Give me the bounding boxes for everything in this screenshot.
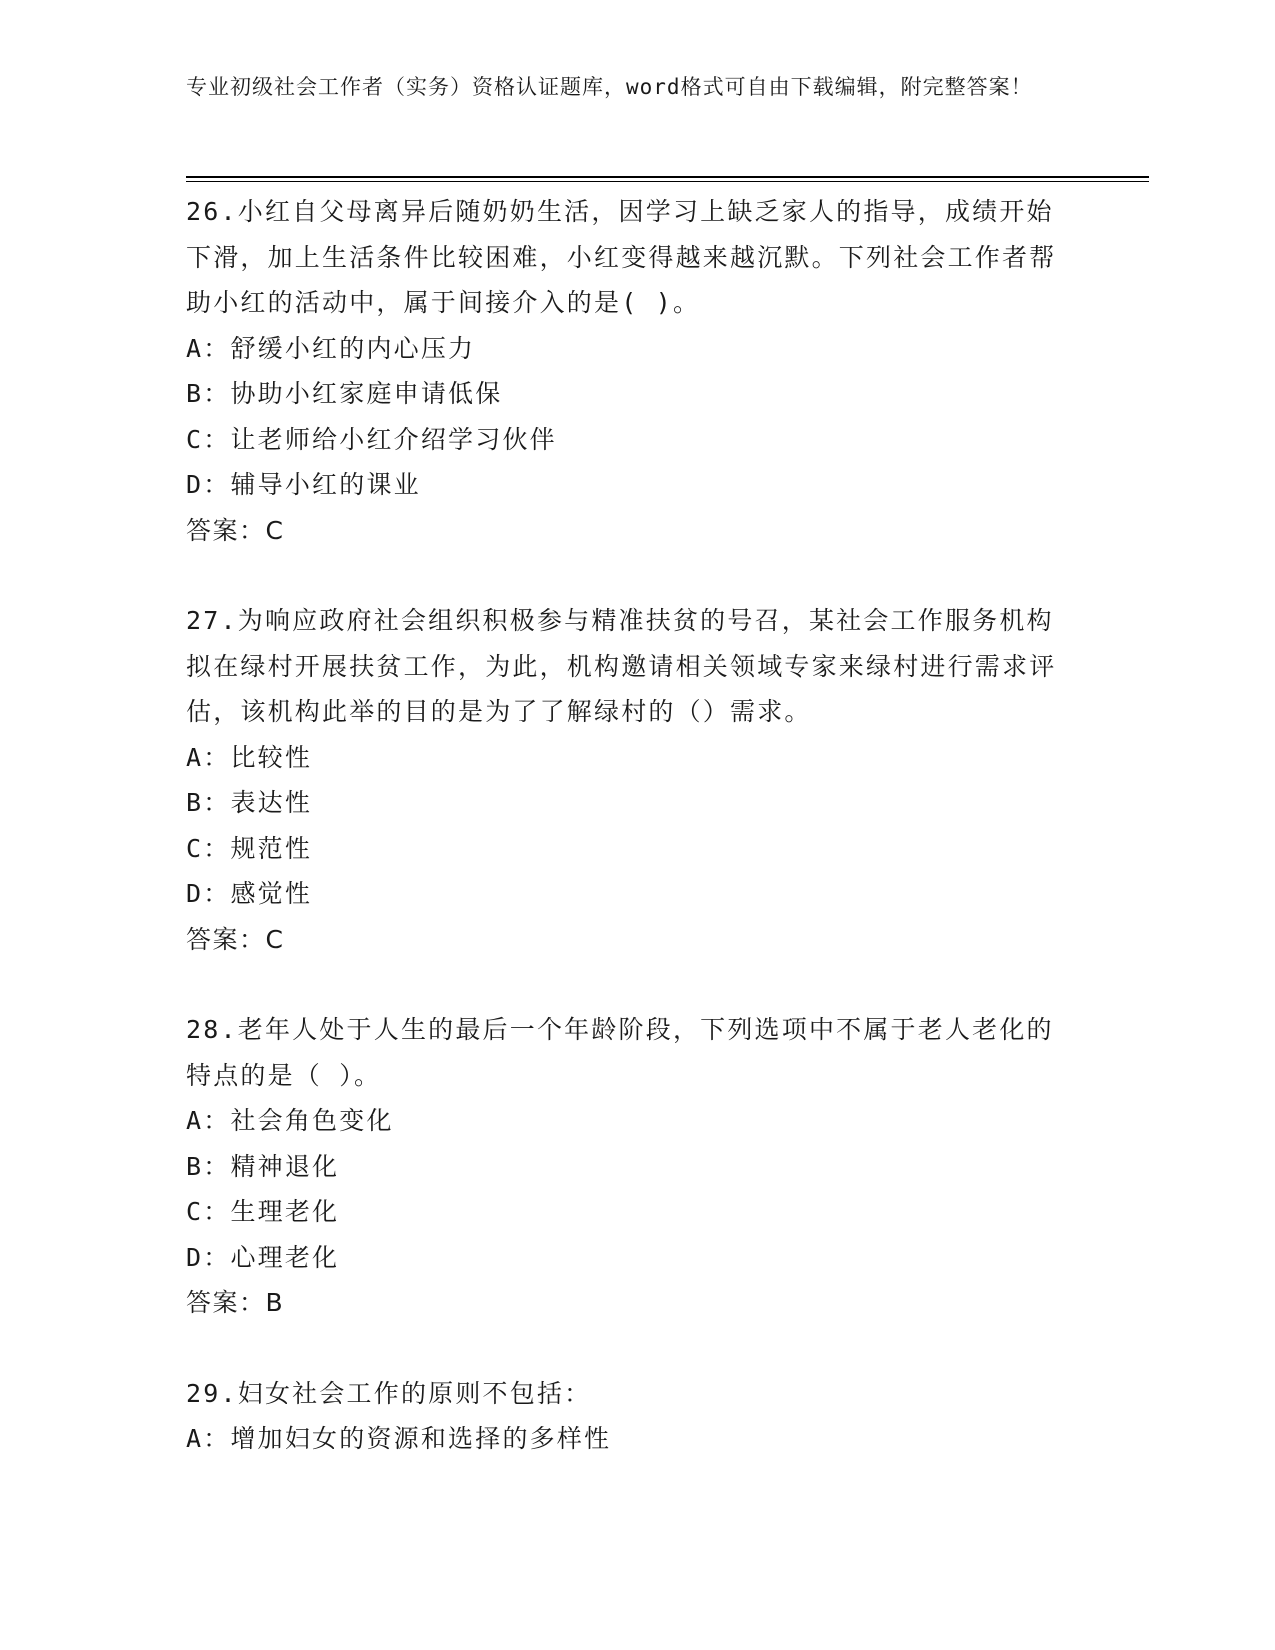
option-b: B：协助小红家庭申请低保 bbox=[186, 379, 503, 408]
option-d: D：辅导小红的课业 bbox=[186, 470, 421, 499]
option-c: C：规范性 bbox=[186, 833, 313, 863]
question-26 bbox=[186, 189, 1076, 553]
option-c: C：让老师给小红介绍学习伙伴 bbox=[186, 424, 557, 454]
option-a: A：社会角色变化 bbox=[186, 1106, 394, 1135]
question-stem: 29.妇女社会工作的原则不包括： bbox=[186, 1378, 592, 1408]
option-a: A：比较性 bbox=[186, 742, 313, 772]
question-list bbox=[186, 189, 1076, 1507]
header-divider-thin bbox=[186, 181, 1149, 182]
question-stem: 28.老年人处于人生的最后一个年龄阶段，下列选项中不属于老人老化的特点的是（ ）。 bbox=[186, 1015, 1054, 1090]
option-a: A：舒缓小红的内心压力 bbox=[186, 333, 476, 363]
question-28 bbox=[186, 1007, 1076, 1326]
question-stem: 27.为响应政府社会组织积极参与精准扶贫的号召，某社会工作服务机构拟在绿村开展扶贫工作，为此，机构邀请相关领域专家来绿村进行需求评估，该机构此举的目的是为了了解绿村的（）需求。 bbox=[186, 606, 1057, 726]
answer-line: 答案：B bbox=[186, 1288, 285, 1317]
option-a: A：增加妇女的资源和选择的多样性 bbox=[186, 1424, 612, 1453]
answer-line: 答案：C bbox=[186, 924, 285, 954]
question-stem: 26.小红自父母离异后随奶奶生活，因学习上缺乏家人的指导，成绩开始下滑，加上生活条件比较困难，小红变得越来越沉默。下列社会工作者帮助小红的活动中，属于间接介入的是( )。 bbox=[186, 197, 1057, 317]
header-intro-text: 专业初级社会工作者（实务）资格认证题库，word格式可自由下载编辑，附完整答案！ bbox=[186, 75, 1033, 99]
option-c: C：生理老化 bbox=[186, 1197, 340, 1226]
question-27 bbox=[186, 598, 1076, 962]
option-d: D：心理老化 bbox=[186, 1242, 340, 1272]
option-b: B：精神退化 bbox=[186, 1151, 340, 1181]
header-divider-thick bbox=[186, 176, 1149, 178]
option-b: B：表达性 bbox=[186, 788, 313, 817]
question-29 bbox=[186, 1371, 1076, 1462]
answer-line: 答案：C bbox=[186, 515, 285, 545]
option-d: D：感觉性 bbox=[186, 879, 313, 908]
document-header bbox=[186, 72, 1066, 103]
